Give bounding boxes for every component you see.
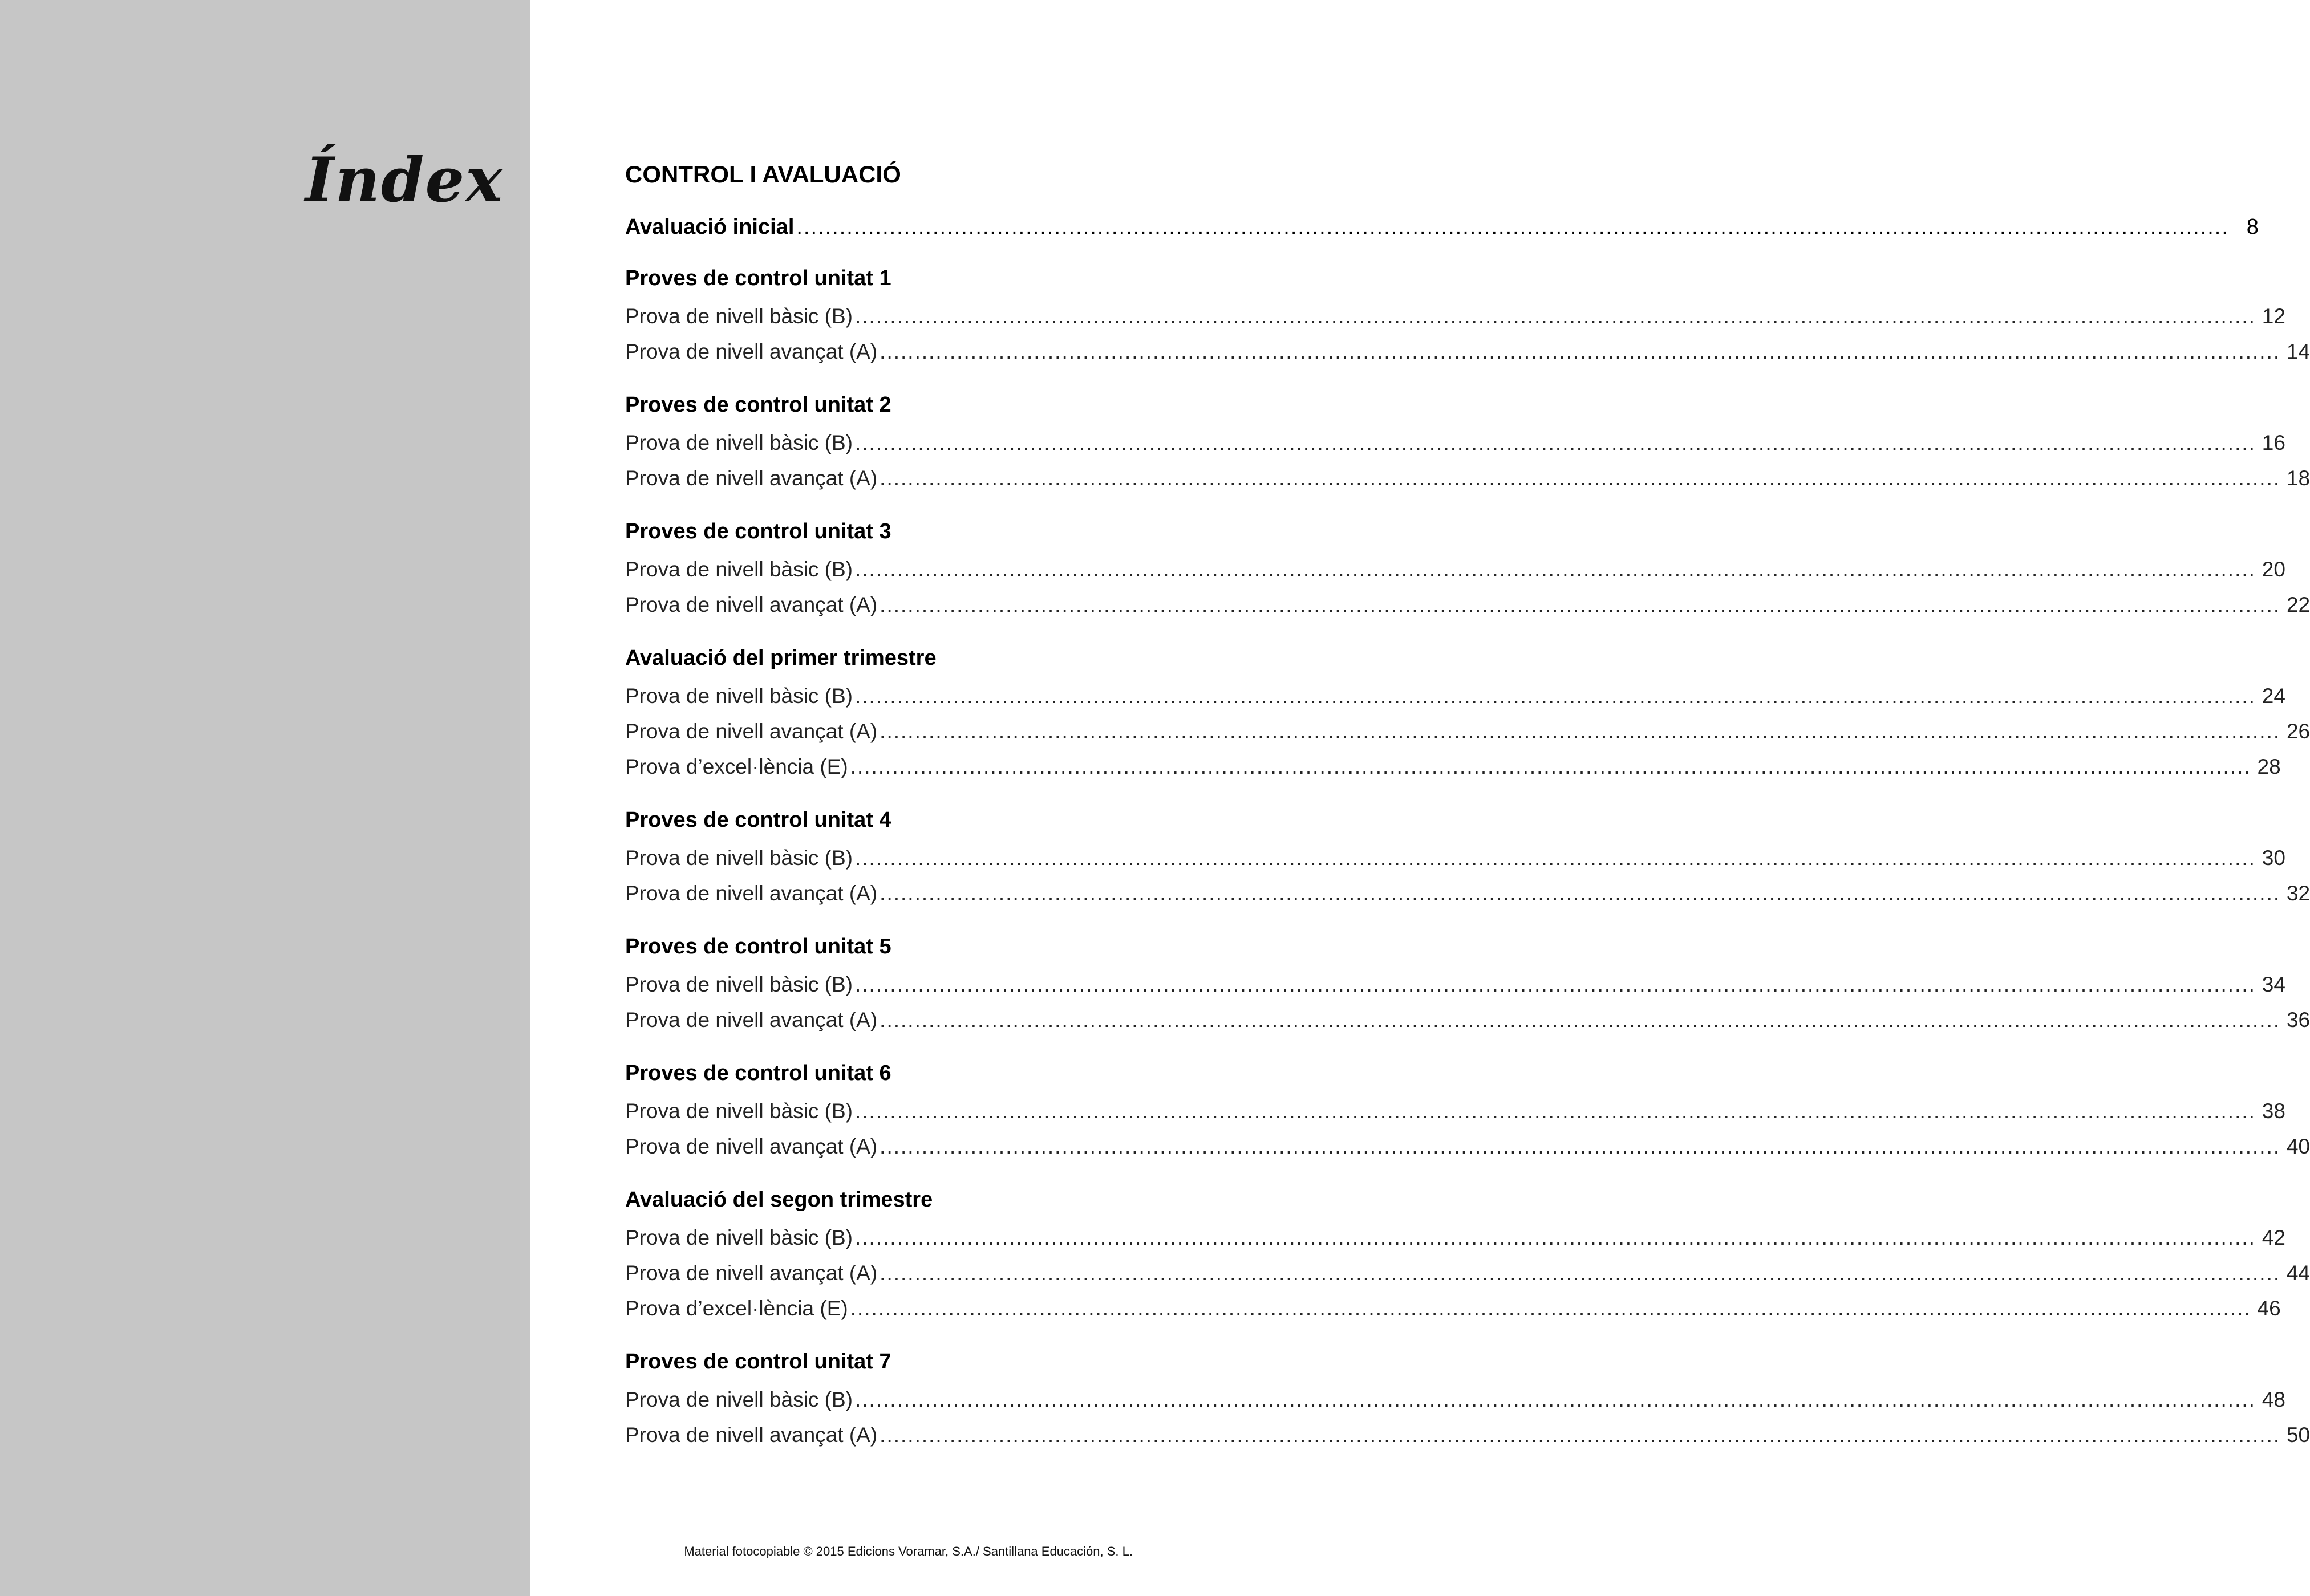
toc-entry[interactable] [625, 425, 2285, 461]
toc-page-number: 40 [2286, 1135, 2310, 1158]
toc-entry-label: Prova de nivell avançat (A) [625, 340, 878, 363]
dot-leader: ........................................................................................................................................................................................................ [880, 1423, 2281, 1447]
toc-group [625, 1184, 2310, 1326]
toc-entry-label: Prova de nivell bàsic (B) [625, 846, 853, 870]
toc-page-number: 48 [2262, 1388, 2285, 1411]
dot-leader: ........................................................................................................................................................................................................ [796, 215, 2229, 239]
dot-leader: ........................................................................................................................................................................................................ [854, 1388, 2256, 1411]
toc-entry[interactable] [625, 876, 2310, 911]
toc-page-number: 24 [2262, 684, 2285, 708]
dot-leader: ........................................................................................................................................................................................................ [854, 1226, 2256, 1249]
toc-group-title: Avaluació del primer trimestre [625, 646, 937, 670]
toc-entry-label: Prova d’excel·lència (E) [625, 755, 848, 778]
toc-entry[interactable] [625, 967, 2285, 1002]
toc-entry[interactable] [625, 334, 2310, 369]
toc-page-number: 16 [2262, 431, 2285, 454]
toc-entry-label: Prova de nivell avançat (A) [625, 1261, 878, 1285]
toc-page-number: 22 [2286, 593, 2310, 616]
toc-page-number: 26 [2286, 720, 2310, 743]
toc-entry-label: Prova de nivell bàsic (B) [625, 558, 853, 581]
toc-entry[interactable] [625, 587, 2310, 623]
dot-leader: ........................................................................................................................................................................................................ [854, 684, 2256, 708]
toc-entry-label: Prova de nivell bàsic (B) [625, 973, 853, 996]
toc-entry-label: Prova de nivell bàsic (B) [625, 1099, 853, 1123]
toc-group [625, 515, 2310, 623]
dot-leader: ........................................................................................................................................................................................................ [880, 720, 2281, 743]
dot-leader: ........................................................................................................................................................................................................ [854, 558, 2256, 581]
toc-page-number: 28 [2257, 755, 2281, 778]
toc-entry[interactable] [625, 1291, 2281, 1326]
toc-entry-label: Avaluació inicial [625, 215, 795, 239]
toc-entry-label: Prova d’excel·lència (E) [625, 1297, 848, 1320]
toc-entry[interactable] [625, 1382, 2285, 1418]
toc-group-title: Proves de control unitat 5 [625, 935, 891, 959]
toc-entry[interactable] [625, 461, 2310, 496]
toc-page-number: 50 [2286, 1423, 2310, 1447]
toc-group-title: Avaluació del segon trimestre [625, 1188, 933, 1212]
toc-page-number: 46 [2257, 1297, 2281, 1320]
toc-group [625, 804, 2310, 911]
toc-page-number: 14 [2286, 340, 2310, 363]
table-of-contents [625, 159, 2310, 1453]
dot-leader: ........................................................................................................................................................................................................ [880, 340, 2281, 363]
toc-group [625, 1346, 2310, 1453]
toc-page-number: 42 [2262, 1226, 2285, 1249]
toc-entry[interactable] [625, 1256, 2310, 1291]
dot-leader: ........................................................................................................................................................................................................ [880, 1261, 2281, 1285]
toc-entry[interactable] [625, 679, 2285, 714]
toc-page-number: 30 [2262, 846, 2285, 870]
dot-leader: ........................................................................................................................................................................................................ [850, 755, 2251, 778]
toc-group-title: Proves de control unitat 1 [625, 266, 891, 290]
toc-entry[interactable] [625, 552, 2285, 587]
dot-leader: ........................................................................................................................................................................................................ [850, 1297, 2251, 1320]
toc-entry-label: Prova de nivell avançat (A) [625, 466, 878, 490]
toc-entry-label: Prova de nivell avançat (A) [625, 1008, 878, 1031]
toc-group-title: Proves de control unitat 6 [625, 1061, 891, 1085]
toc-group-title: Proves de control unitat 4 [625, 808, 891, 832]
toc-entry[interactable] [625, 1002, 2310, 1038]
toc-entry-label: Prova de nivell bàsic (B) [625, 684, 853, 708]
dot-leader: ........................................................................................................................................................................................................ [880, 593, 2281, 616]
toc-page-number: 20 [2262, 558, 2285, 581]
toc-entry-initial[interactable] [625, 211, 2259, 243]
index-title: Índex [305, 144, 504, 216]
toc-entry-label: Prova de nivell avançat (A) [625, 882, 878, 905]
toc-entry-label: Prova de nivell bàsic (B) [625, 1226, 853, 1249]
dot-leader: ........................................................................................................................................................................................................ [880, 466, 2281, 490]
toc-entry[interactable] [625, 299, 2285, 334]
toc-entry-label: Prova de nivell avançat (A) [625, 720, 878, 743]
dot-leader: ........................................................................................................................................................................................................ [854, 1099, 2256, 1123]
toc-entry[interactable] [625, 1129, 2310, 1164]
toc-page-number: 18 [2286, 466, 2310, 490]
toc-entry-label: Prova de nivell avançat (A) [625, 1135, 878, 1158]
dot-leader: ........................................................................................................................................................................................................ [880, 1135, 2281, 1158]
dot-leader: ........................................................................................................................................................................................................ [854, 431, 2256, 454]
toc-page-number: 8 [2246, 215, 2259, 239]
toc-main-heading: CONTROL I AVALUACIÓ [625, 161, 901, 188]
toc-entry-label: Prova de nivell bàsic (B) [625, 304, 853, 328]
toc-group-title: Proves de control unitat 7 [625, 1350, 891, 1374]
dot-leader: ........................................................................................................................................................................................................ [880, 882, 2281, 905]
toc-group [625, 642, 2310, 785]
sidebar-panel [0, 0, 530, 1596]
toc-entry[interactable] [625, 1418, 2310, 1453]
toc-groups [625, 262, 2310, 1453]
toc-page-number: 36 [2286, 1008, 2310, 1031]
dot-leader: ........................................................................................................................................................................................................ [854, 973, 2256, 996]
copyright-footer: Material fotocopiable © 2015 Edicions Voramar, S.A./ Santillana Educación, S. L. [684, 1544, 1133, 1558]
toc-entry-label: Prova de nivell avançat (A) [625, 593, 878, 616]
toc-entry[interactable] [625, 840, 2285, 876]
dot-leader: ........................................................................................................................................................................................................ [880, 1008, 2281, 1031]
toc-group-title: Proves de control unitat 3 [625, 519, 891, 543]
dot-leader: ........................................................................................................................................................................................................ [854, 304, 2256, 328]
toc-entry-label: Prova de nivell avançat (A) [625, 1423, 878, 1447]
toc-entry[interactable] [625, 1094, 2285, 1129]
toc-entry-label: Prova de nivell bàsic (B) [625, 431, 853, 454]
toc-page-number: 34 [2262, 973, 2285, 996]
dot-leader: ........................................................................................................................................................................................................ [854, 846, 2256, 870]
toc-entry[interactable] [625, 749, 2281, 785]
toc-page-number: 12 [2262, 304, 2285, 328]
toc-entry[interactable] [625, 1220, 2285, 1256]
toc-group [625, 931, 2310, 1038]
toc-group-title: Proves de control unitat 2 [625, 393, 891, 417]
toc-group [625, 1057, 2310, 1164]
toc-group [625, 262, 2310, 369]
toc-page-number: 32 [2286, 882, 2310, 905]
toc-page-number: 38 [2262, 1099, 2285, 1123]
toc-group [625, 389, 2310, 496]
toc-entry-label: Prova de nivell bàsic (B) [625, 1388, 853, 1411]
toc-page-number: 44 [2286, 1261, 2310, 1285]
toc-entry[interactable] [625, 714, 2310, 749]
